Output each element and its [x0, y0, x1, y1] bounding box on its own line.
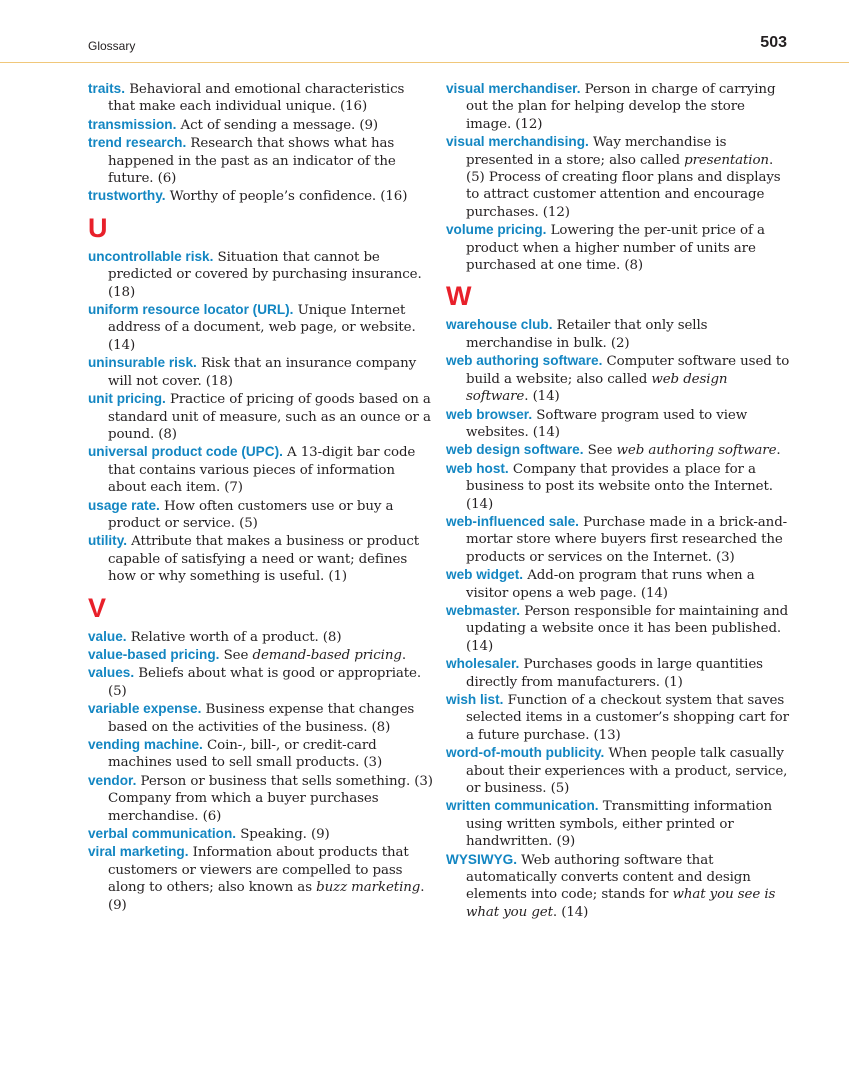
- glossary-entry: [88, 664, 433, 700]
- definition-text: Information about products that customers or viewers are compelled to pass along to others; also known as: [108, 845, 409, 896]
- glossary-entry: [446, 406, 791, 442]
- section-label: Glossary: [88, 39, 136, 53]
- glossary-entry: [446, 133, 791, 221]
- glossary-term: wish list.: [446, 692, 504, 707]
- definition-text: Retailer that only sells merchandise in bulk. (2): [466, 318, 708, 351]
- glossary-entry: [446, 352, 791, 405]
- glossary-term: WYSIWYG.: [446, 851, 517, 867]
- definition-text: See: [219, 647, 253, 663]
- glossary-entry: [446, 460, 791, 513]
- definition-text: . (5) Process of creating floor plans and displays to attract customer attention and encourage purchases. (12): [466, 152, 781, 220]
- left-column: [88, 80, 433, 914]
- definition-text: Person responsible for maintaining and updating a website once it has been published. (14): [466, 603, 789, 654]
- glossary-entry: [88, 700, 433, 736]
- section-letter: V: [88, 592, 107, 623]
- glossary-entry: [446, 797, 791, 850]
- glossary-term: utility.: [88, 533, 128, 549]
- glossary-term: value.: [88, 628, 127, 644]
- definition-text: How often customers use or buy a product or service. (5): [108, 498, 394, 531]
- glossary-term: usage rate.: [88, 497, 160, 513]
- glossary-term: uncontrollable risk.: [88, 248, 214, 264]
- glossary-term: web host.: [446, 460, 509, 476]
- glossary-entry: [88, 843, 433, 914]
- glossary-entry: [88, 248, 433, 301]
- glossary-term: visual merchandising.: [446, 134, 589, 150]
- glossary-entry: [446, 602, 791, 655]
- glossary-entry: [88, 497, 433, 533]
- glossary-term: visual merchandiser.: [446, 81, 581, 96]
- definition-text: .: [776, 443, 781, 459]
- right-column: [446, 80, 791, 921]
- section-letter: U: [88, 212, 108, 243]
- glossary-entry: [446, 691, 791, 744]
- definition-text: Coin-, bill-, or credit-card machines used to sell small products. (3): [108, 738, 383, 771]
- glossary-entry: [88, 134, 433, 187]
- glossary-entry: [88, 80, 433, 116]
- glossary-entry: [446, 80, 791, 133]
- definition-text: Risk that an insurance company will not cover. (18): [108, 356, 417, 389]
- glossary-term: wholesaler.: [446, 656, 520, 672]
- glossary-entry: [88, 187, 433, 205]
- definition-text: Practice of pricing of goods based on a standard unit of measure, such as an ounce or a pound. (8): [108, 392, 431, 442]
- glossary-term: web authoring software.: [446, 353, 603, 369]
- glossary-term: variable expense.: [88, 701, 202, 717]
- glossary-term: universal product code (UPC).: [88, 444, 283, 460]
- definition-text: Computer software used to build a website; also called: [466, 354, 790, 387]
- glossary-entry: [88, 301, 433, 354]
- glossary-term: volume pricing.: [446, 222, 547, 238]
- page-header: [0, 0, 849, 63]
- glossary-entry: [446, 566, 791, 602]
- glossary-term: unit pricing.: [88, 391, 166, 407]
- definition-text: Beliefs about what is good or appropriate. (5): [108, 666, 422, 699]
- definition-text: When people talk casually about their experiences with a product, service, or business. (5): [466, 746, 788, 797]
- glossary-entry: [446, 851, 791, 922]
- definition-text: Person or business that sells something. (3) Company from which a buyer purchases merchandise. (6): [108, 773, 433, 824]
- definition-text: Purchase made in a brick-and-mortar store where buyers first researched the products or services on the Internet. (3): [466, 514, 788, 565]
- glossary-entry: [88, 646, 433, 664]
- definition-text: Act of sending a message. (9): [176, 117, 379, 133]
- glossary-entry: [88, 443, 433, 496]
- definition-text: Research that shows what has happened in the past as an indicator of the future. (6): [108, 136, 396, 187]
- definition-text: A 13-digit bar code that contains various pieces of information about each item. (7): [108, 445, 416, 496]
- glossary-term: written communication.: [446, 798, 599, 814]
- cross-reference-term: web authoring software: [616, 443, 777, 459]
- cross-reference-term: web design software: [466, 371, 728, 405]
- glossary-entry: [446, 655, 791, 691]
- definition-text: Web authoring software that automatically converts content and design elements into code; stands for: [466, 852, 751, 903]
- glossary-term: vendor.: [88, 772, 137, 788]
- definition-text: Function of a checkout system that saves selected items in a customer’s shopping cart for a future purchase. (13): [466, 693, 789, 743]
- cross-reference-term: presentation: [684, 152, 769, 168]
- glossary-term: trustworthy.: [88, 188, 166, 204]
- definition-text: Add-on program that runs when a visitor opens a web page. (14): [466, 568, 755, 601]
- glossary-term: web design software.: [446, 442, 584, 458]
- glossary-entry: [88, 390, 433, 443]
- glossary-entry: [88, 628, 433, 646]
- cross-reference-term: buzz marketing: [316, 880, 421, 896]
- definition-text: Way merchandise is presented in a store; also called: [466, 135, 727, 168]
- glossary-term: value-based pricing.: [88, 646, 220, 662]
- glossary-term: uninsurable risk.: [88, 355, 197, 371]
- definition-text: . (14): [524, 389, 560, 405]
- definition-text: . (14): [552, 904, 589, 920]
- definition-text: Attribute that makes a business or product capable of satisfying a need or want; defines how or why something is useful. (1): [108, 534, 420, 585]
- glossary-entry: [446, 513, 791, 566]
- glossary-term: web browser.: [446, 406, 533, 422]
- section-letter: W: [446, 281, 472, 312]
- definition-text: Worthy of people’s confidence. (16): [165, 189, 408, 205]
- glossary-entry: [88, 354, 433, 390]
- glossary-entry: [88, 772, 433, 825]
- glossary-term: uniform resource locator (URL).: [88, 302, 294, 318]
- glossary-term: warehouse club.: [446, 317, 553, 333]
- cross-reference-term: demand-based pricing: [252, 647, 402, 663]
- definition-text: Situation that cannot be predicted or covered by purchasing insurance. (18): [108, 249, 422, 300]
- glossary-term: web widget.: [446, 567, 524, 583]
- glossary-term: web-influenced sale.: [446, 513, 579, 529]
- definition-text: Relative worth of a product. (8): [126, 629, 342, 645]
- definition-text: Speaking. (9): [236, 827, 330, 843]
- definition-text: Person in charge of carrying out the plan for helping develop the store image. (12): [466, 82, 776, 132]
- glossary-term: viral marketing.: [88, 844, 189, 860]
- glossary-entry: [446, 744, 791, 797]
- glossary-entry: [88, 532, 433, 585]
- glossary-entry: [88, 736, 433, 772]
- glossary-term: vending machine.: [88, 737, 203, 752]
- glossary-term: transmission.: [88, 116, 177, 132]
- definition-text: .: [401, 647, 406, 663]
- glossary-entry: [88, 825, 433, 843]
- glossary-term: values.: [88, 665, 135, 681]
- glossary-term: verbal communication.: [88, 826, 237, 842]
- glossary-term: traits.: [88, 81, 126, 96]
- glossary-entry: [446, 316, 791, 352]
- cross-reference-term: what you see is what you get: [466, 887, 776, 920]
- glossary-entry: [88, 116, 433, 134]
- page-number: 503: [760, 34, 787, 51]
- definition-text: See: [583, 443, 617, 459]
- definition-text: Lowering the per-unit price of a product when a higher number of units are purchased at one time. (8): [466, 223, 765, 274]
- definition-text: Software program used to view websites. (14): [466, 407, 748, 440]
- glossary-entry: [446, 221, 791, 274]
- definition-text: . (9): [108, 880, 425, 913]
- glossary-entry: [446, 441, 791, 459]
- definition-text: Company that provides a place for a business to post its website onto the Internet. (14): [466, 461, 773, 512]
- glossary-term: word-of-mouth publicity.: [446, 745, 605, 761]
- definition-text: Purchases goods in large quantities directly from manufacturers. (1): [466, 657, 763, 690]
- glossary-term: webmaster.: [446, 602, 521, 618]
- definition-text: Behavioral and emotional characteristics that make each individual unique. (16): [108, 82, 405, 115]
- definition-text: Unique Internet address of a document, web page, or website. (14): [108, 303, 416, 353]
- definition-text: Transmitting information using written symbols, either printed or handwritten. (9): [466, 799, 772, 850]
- glossary-term: trend research.: [88, 135, 187, 151]
- definition-text: Business expense that changes based on the activities of the business. (8): [108, 702, 415, 735]
